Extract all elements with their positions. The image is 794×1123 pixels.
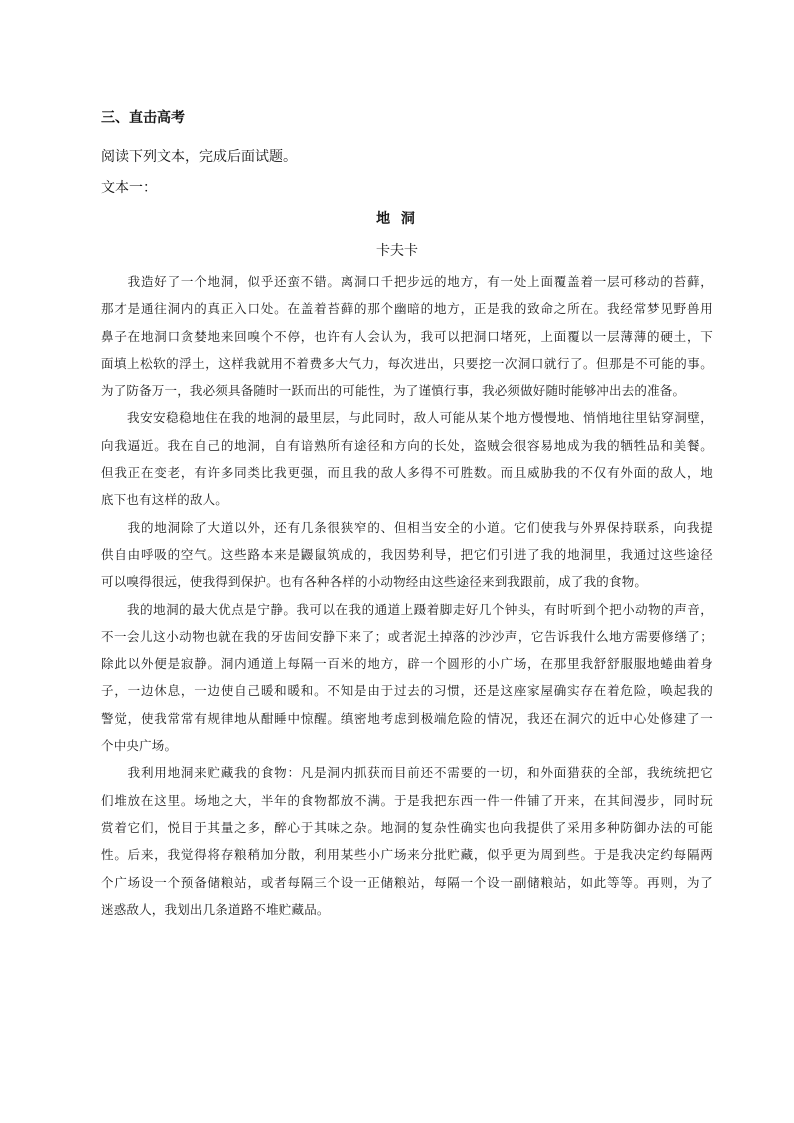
paragraph-line: 迷惑敌人，我划出几条道路不堆贮藏品。 xyxy=(101,901,330,917)
paragraph-line: 鼻子在地洞口贪婪地来回嗅个不停，也许有人会认为，我可以把洞口堵死，上面覆以一层薄薄的硬土，下 xyxy=(101,328,713,344)
instruction-text: 阅读下列文本，完成后面试题。 xyxy=(101,149,297,165)
paragraph-line: 我安安稳稳地住在我的地洞的最里层，与此同时，敌人可能从某个地方慢慢地、悄悄地往里钻穿洞壁， xyxy=(101,410,713,426)
paragraph-line: 除此以外便是寂静。洞内通道上每隔一百米的地方，辟一个圆形的小广场，在那里我舒舒服服地蜷曲着身 xyxy=(101,656,713,672)
paragraph-line: 我利用地洞来贮藏我的食物：凡是洞内抓获而目前还不需要的一切，和外面猎获的全部，我统统把它 xyxy=(101,765,713,781)
paragraph-line: 们堆放在这里。场地之大，半年的食物都放不满。于是我把东西一件一件铺了开来，在其间漫步，同时玩 xyxy=(101,792,713,808)
paragraph-line: 赏着它们，悦目于其量之多，醉心于其味之杂。地洞的复杂性确实也向我提供了采用多种防御办法的可能 xyxy=(101,819,713,835)
paragraph-line: 我造好了一个地洞，似乎还蛮不错。离洞口千把步远的地方，有一处上面覆盖着一层可移动的苔藓， xyxy=(101,274,713,289)
paragraph-line: 不一会儿这小动物也就在我的牙齿间安静下来了；或者泥土掉落的沙沙声，它告诉我什么地方需要修缮了； xyxy=(101,628,713,644)
paragraph-line: 我的地洞的最大优点是宁静。我可以在我的通道上蹑着脚走好几个钟头，有时听到个把小动物的声音， xyxy=(101,601,713,617)
paragraph-line: 供自由呼吸的空气。这些路本来是鼹鼠筑成的，我因势利导，把它们引进了我的地洞里，我通过这些途径 xyxy=(101,546,713,562)
section-heading: 三、直击高考 xyxy=(101,110,185,126)
text-label: 文本一： xyxy=(101,180,157,196)
paragraph xyxy=(101,404,713,513)
paragraph-line: 我的地洞除了大道以外，还有几条很狭窄的、但相当安全的小道。它们使我与外界保持联系，向我提 xyxy=(101,519,713,535)
paragraph-line: 个中央广场。 xyxy=(101,738,178,754)
paragraph-line: 那才是通往洞内的真正入口处。在盖着苔藓的那个幽暗的地方，正是我的致命之所在。我经常梦见野兽用 xyxy=(101,301,713,317)
paragraph-line: 底下也有这样的敌人。 xyxy=(101,492,229,508)
paragraph-line: 但我正在变老，有许多同类比我更强，而且我的敌人多得不可胜数。而且威胁我的不仅有外面的敌人，地 xyxy=(101,465,713,481)
paragraph-line: 个广场设一个预备储粮站，或者每隔三个设一正储粮站，每隔一个设一副储粮站，如此等等。再则，为了 xyxy=(101,874,713,890)
paragraph xyxy=(101,759,713,923)
paragraph-line: 性。后来，我觉得将存粮稍加分散，利用某些小广场来分批贮藏，似乎更为周到些。于是我决定约每隔两 xyxy=(101,847,713,863)
article-title: 地 洞 xyxy=(376,211,418,227)
paragraph-line: 子，一边休息，一边使自己暖和暖和。不知是由于过去的习惯，还是这座家屋确实存在着危险，唤起我的 xyxy=(101,683,713,699)
paragraph-line: 可以嗅得很远，使我得到保护。也有各种各样的小动物经由这些途径来到我跟前，成了我的食物。 xyxy=(101,574,648,590)
paragraph-line: 向我逼近。我在自己的地洞，自有谙熟所有途径和方向的长处，盗贼会很容易地成为我的牺牲品和美餐。 xyxy=(101,437,713,453)
paragraph xyxy=(101,514,713,596)
paragraph-line: 为了防备万一，我必须具备随时一跃而出的可能性，为了谨慎行事，我必须做好随时能够冲出去的准备。 xyxy=(101,383,686,399)
paragraph xyxy=(101,268,713,404)
paragraph xyxy=(101,596,713,760)
article-body xyxy=(101,268,713,923)
article-author: 卡夫卡 xyxy=(376,243,418,259)
paragraph-line: 面填上松软的浮土，这样我就用不着费多大气力，每次进出，只要挖一次洞口就行了。但那是不可能的事。 xyxy=(101,355,713,371)
paragraph-line: 警觉，使我常常有规律地从酣睡中惊醒。缜密地考虑到极端危险的情况，我还在洞穴的近中心处修建了一 xyxy=(101,710,713,726)
